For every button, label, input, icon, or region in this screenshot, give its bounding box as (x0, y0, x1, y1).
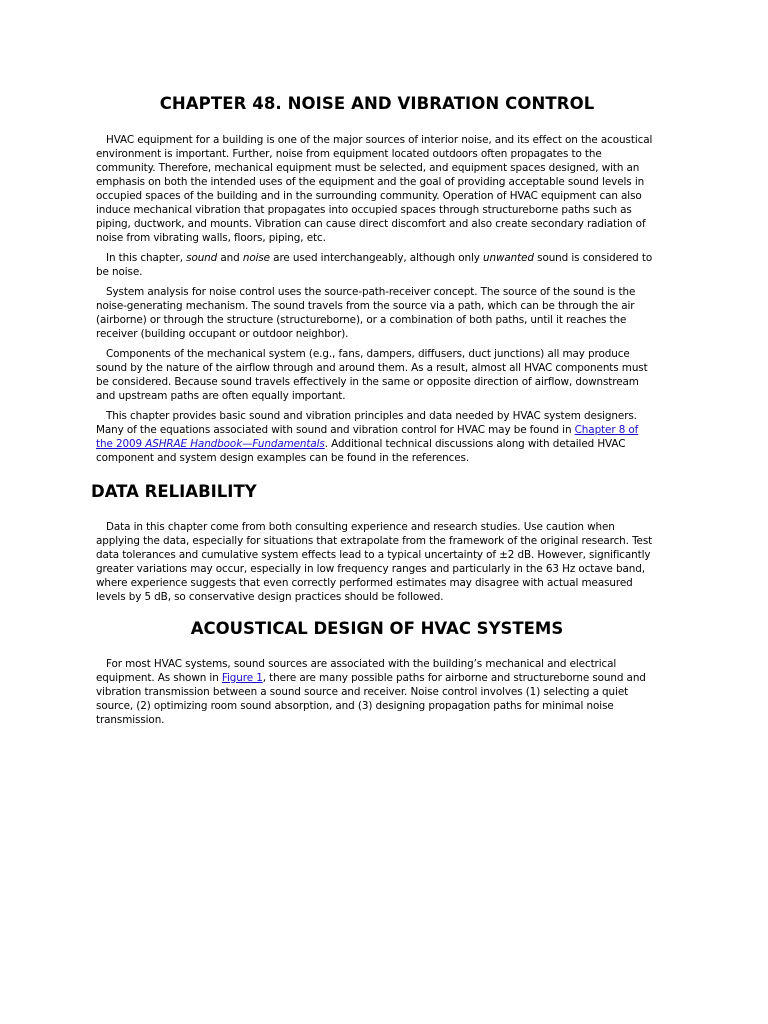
intro-paragraph-1: HVAC equipment for a building is one of the major sources of interior noise, and its effect on the acoustical environment is important. Further, noise from equipment located outdoors often propagates to the community. Therefore, mechanical equipment must be selected, and equipment spaces designed, with an emphasis on both the intended uses of the equipment and the goal of providing acceptable sound levels in occupied spaces of the building and in the surrounding community. Operation of HVAC equipment can also induce mechanical vibration that propagates into occupied spaces through structureborne paths such as piping, ductwork, and mounts. Vibration can cause direct discomfort and also create secondary radiation of noise from vibrating walls, floors, piping, etc. (96, 134, 653, 244)
p2-text-c: and (217, 252, 243, 264)
p2-text-g: sound is considered to be noise. (96, 252, 653, 278)
acoustical-text-b: , there are many possible paths for airborne and structureborne sound and vibration transmission between a sound source and receiver. Noise control involves (1) selecting a quiet source, (2) optimizing room sound absorption, and (3) designing propagation paths for minimal noise transmission. (96, 672, 646, 726)
p2-text-e: are used interchangeably, although only (269, 252, 484, 264)
intro-paragraph-2 (96, 251, 658, 279)
chapter-8-link-text: Chapter 8 of the 2009 (96, 424, 639, 450)
p5-text-a: This chapter provides basic sound and vibration principles and data needed by HVAC system designers. Many of the equations associated with sound and vibration control for HVAC may be found in (96, 410, 637, 436)
handbook-link-text: ASHRAE Handbook—Fundamentals (145, 438, 325, 450)
intro-paragraph-5 (96, 409, 658, 465)
acoustical-design-heading: ACOUSTICAL DESIGN OF HVAC SYSTEMS (190, 619, 564, 638)
figure-1-link[interactable]: Figure 1 (221, 672, 263, 684)
acoustical-text-a: For most HVAC systems, sound sources are associated with the building’s mechanical and electrical equipment. As shown in (96, 658, 617, 684)
p2-term-sound: sound (186, 252, 218, 264)
intro-paragraph-3: System analysis for noise control uses the source-path-receiver concept. The source of the sound is the noise-generating mechanism. The sound travels from the source via a path, which can be through the air (airborne) or through the structure (structureborne), or a combination of both paths, until it reaches the receiver (building occupant or outdoor neighbor). (96, 286, 636, 340)
p2-term-unwanted: unwanted (483, 252, 534, 264)
chapter-title: CHAPTER 48. NOISE AND VIBRATION CONTROL (159, 94, 595, 113)
p5-text-b: . Additional technical discussions along with detailed HVAC component and system design examples can be found in the references. (96, 438, 626, 464)
acoustical-paragraph (96, 657, 658, 727)
data-reliability-heading: DATA RELIABILITY (91, 482, 257, 501)
p2-term-noise: noise (242, 252, 270, 264)
p2-text-a: In this chapter, (106, 252, 187, 264)
reliability-paragraph: Data in this chapter come from both consulting experience and research studies. Use caution when applying the data, especially for situations that extrapolate from the framework of the original research. Test data tolerances and cumulative system effects lead to a typical uncertainty of ±2 dB. However, significantly greater variations may occur, especially in low frequency ranges and particularly in the 63 Hz octave band, where experience suggests that even correctly performed estimates may disagree with actual measured levels by 5 dB, so conservative design practices should be followed. (96, 521, 653, 603)
intro-paragraph-4: Components of the mechanical system (e.g., fans, dampers, diffusers, duct junctions) all may produce sound by the nature of the airflow through and around them. As a result, almost all HVAC components must be considered. Because sound travels effectively in the same or opposite direction of airflow, downstream and upstream paths are often equally important. (96, 348, 648, 402)
